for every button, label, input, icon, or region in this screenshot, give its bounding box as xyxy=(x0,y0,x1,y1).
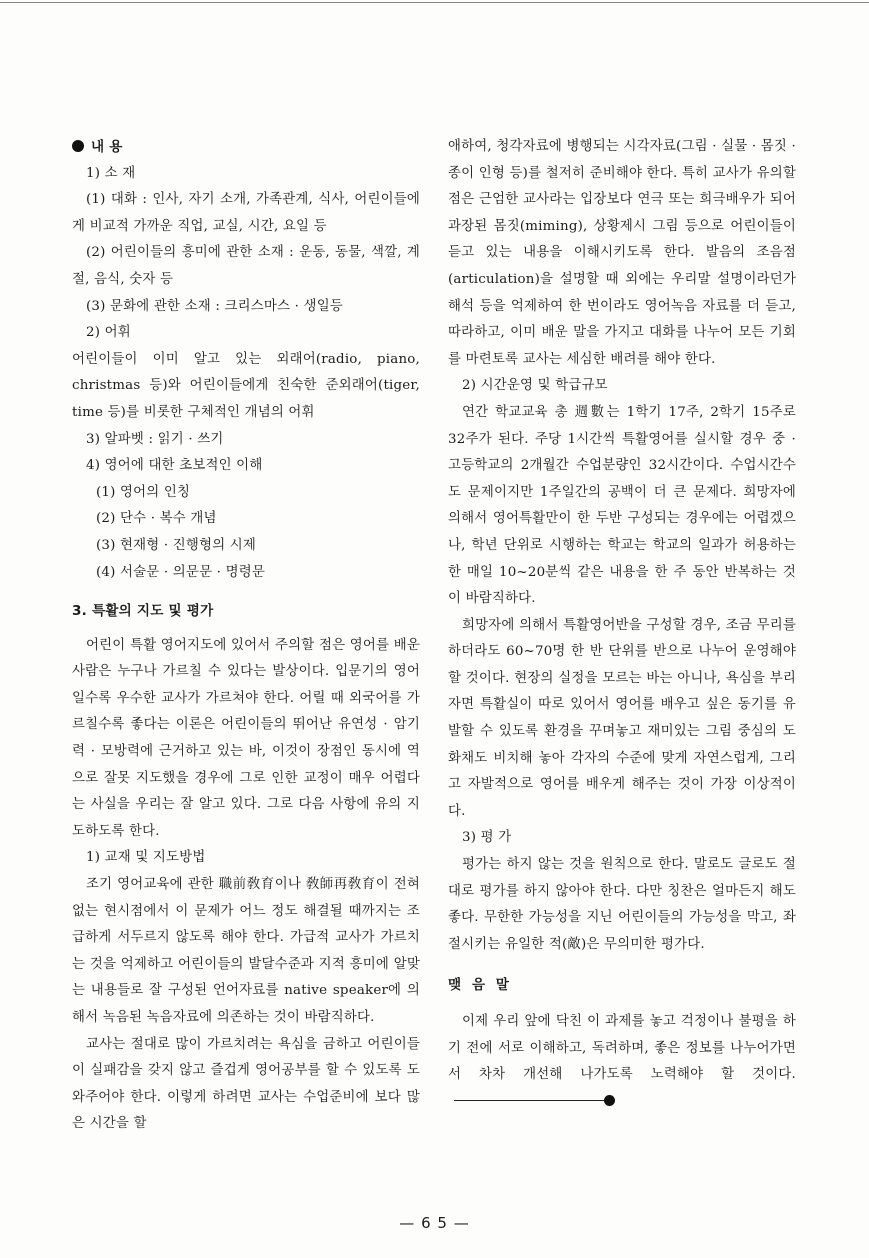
top-rule xyxy=(0,2,869,3)
bullet-icon xyxy=(72,140,84,152)
item-sentence-types: (4) 서술문 · 의문문 · 명령문 xyxy=(96,564,265,580)
subheading-material: 1) 소 재 xyxy=(86,165,136,181)
paragraph-evaluation: 평가는 하지 않는 것을 원칙으로 한다. 말로도 글로도 절대로 평가를 하지 않아야 한다. 다만 칭찬은 얼마든지 해도 좋다. 무한한 가능성을 지닌 어린이들의 가능성을 막고, 좌절시키는 유일한 적(敵)은 무의미한 평가다. xyxy=(448,857,796,952)
left-column xyxy=(72,134,420,1138)
subheading-materials-methods: 1) 교재 및 지도방법 xyxy=(86,850,206,866)
item-interest: (2) 어린이들의 흥미에 관한 소재 : 운동, 동물, 색깔, 계절, 음식, 숫자 등 xyxy=(72,245,420,287)
end-dot-icon xyxy=(604,1095,615,1106)
item-tense: (3) 현재형 · 진행형의 시제 xyxy=(96,537,257,553)
content-heading: 내 용 xyxy=(72,134,420,161)
subheading-evaluation: 3) 평 가 xyxy=(462,830,512,846)
right-column xyxy=(448,134,796,1115)
subheading-alphabet: 3) 알파벳 : 읽기 · 쓰기 xyxy=(86,431,224,447)
section-heading-3: 3. 특활의 지도 및 평가 xyxy=(72,603,214,620)
end-rule xyxy=(454,1100,604,1101)
paragraph-materials: 조기 영어교육에 관한 職前敎育이나 敎師再敎育이 전혀 없는 현시점에서 이 문제가 어느 정도 해결될 때까지는 조급하게 서두르지 않도록 해야 한다. 가급적 교사가 가르치는 것을 억제하고 어린이들의 발달수준과 지적 흥미에 알맞는 내용들로 잘 구성된 언어자료를 native speaker에 의해서 녹음된 녹음자료에 의존하는 것이 바람직하다. xyxy=(72,877,420,1025)
item-person: (1) 영어의 인칭 xyxy=(96,484,191,500)
paragraph-guidance: 어린이 특활 영어지도에 있어서 주의할 점은 영어를 배운 사람은 누구나 가르칠 수 있다는 발상이다. 입문기의 영어일수록 우수한 교사가 가르쳐야 한다. 어릴 때 외국어를 가르칠수록 좋다는 이론은 어린이들의 뛰어난 유연성 · 암기력 · 모방력에 근거하고 있는 바, 이것이 장점인 동시에 역으로 잘못 지도했을 경우에 그로 인한 교정이 매우 어렵다는 사실을 우리는 잘 알고 있다. 그로 다음 사항에 유의 지도하도록 한다. xyxy=(72,637,420,839)
paragraph-class-size: 희망자에 의해서 특활영어반을 구성할 경우, 조금 무리를 하더라도 60~70명 한 반 단위를 반으로 나누어 운영해야 할 것이다. 현장의 실정을 모르는 바는 아니나, 욕심을 부리자면 특활실이 따로 있어서 영어를 배우고 싶은 동기를 유발할 수 있도록 환경을 꾸며놓고 재미있는 그림 중심의 도화채도 비치해 놓아 각자의 수준에 맞게 자연스럽게, 그리고 자발적으로 영어를 배우게 해주는 것이 가장 이상적이다. xyxy=(448,617,796,819)
item-culture: (3) 문화에 관한 소재 : 크리스마스 · 생일등 xyxy=(86,298,343,314)
paragraph-teacher: 교사는 절대로 많이 가르치려는 욕심을 금하고 어린이들이 실패감을 갖지 않고 즐겁게 영어공부를 할 수 있도록 도와주어야 한다. 이렇게 하려면 교사는 수업준비에 보다 많은 시간을 할 xyxy=(72,1036,420,1132)
item-number: (2) 단수 · 복수 개념 xyxy=(96,511,217,527)
subheading-understanding: 4) 영어에 대한 초보적인 이해 xyxy=(86,458,263,474)
subheading-vocabulary: 2) 어휘 xyxy=(86,325,131,341)
paragraph-conclusion: 이제 우리 앞에 닥친 이 과제를 놓고 걱정이나 불평을 하기 전에 서로 이해하고, 독려하며, 좋은 정보를 나누어가면서 차차 개선해 나가도록 노력해야 할 것이다. xyxy=(448,1009,796,1115)
page-number: — 6 5 — xyxy=(399,1214,470,1232)
conclusion-heading: 맺 음 말 xyxy=(448,977,512,994)
subheading-time-class-size: 2) 시간운영 및 학급규모 xyxy=(462,378,608,394)
paragraph-weeks: 연간 학교교육 총 週數는 1학기 17주, 2학기 15주로 32주가 된다. 주당 1시간씩 특활영어를 실시할 경우 중 · 고등학교의 2개월간 수업분량인 32시간이다. 수업시간수도 문제이지만 1주일간의 공백이 더 큰 문제다. 희망자에 의해서 영어특활만이 한 두반 구성되는 경우에는 어렵겠으나, 학년 단위로 시행하는 학교는 학교의 일과가 허용하는 한 매일 10~20분씩 같은 내용을 한 주 동안 반복하는 것이 바람직하다. xyxy=(448,404,796,607)
paragraph-vocabulary: 어린이들이 이미 알고 있는 외래어(radio, piano, christmas 등)와 어린이들에게 친숙한 준외래어(tiger, time 등)를 비롯한 구체적인 개념의 어휘 xyxy=(72,351,420,420)
paragraph-continued: 애하여, 청각자료에 병행되는 시각자료(그림 · 실물 · 몸짓 · 종이 인형 등)를 철저히 준비해야 한다. 특히 교사가 유의할 점은 근엄한 교사라는 입장보다 연극 또는 희극배우가 되어 과장된 몸짓(miming), 상황제시 그림 등으로 어린이들이 듣고 있는 내용을 이해시키도록 한다. 발음의 조음점(articulation)을 설명할 때 외에는 우리말 설명이라던가 해석 등을 억제하여 한 번이라도 영어녹음 자료를 더 듣고, 따라하고, 이미 배운 말을 가지고 대화를 나누어 모든 기회를 마련토록 교사는 세심한 배려를 해야 한다. xyxy=(448,139,796,367)
item-conversation: (1) 대화 : 인사, 자기 소개, 가족관계, 식사, 어린이들에게 비교적 가까운 직업, 교실, 시간, 요일 등 xyxy=(72,192,420,234)
